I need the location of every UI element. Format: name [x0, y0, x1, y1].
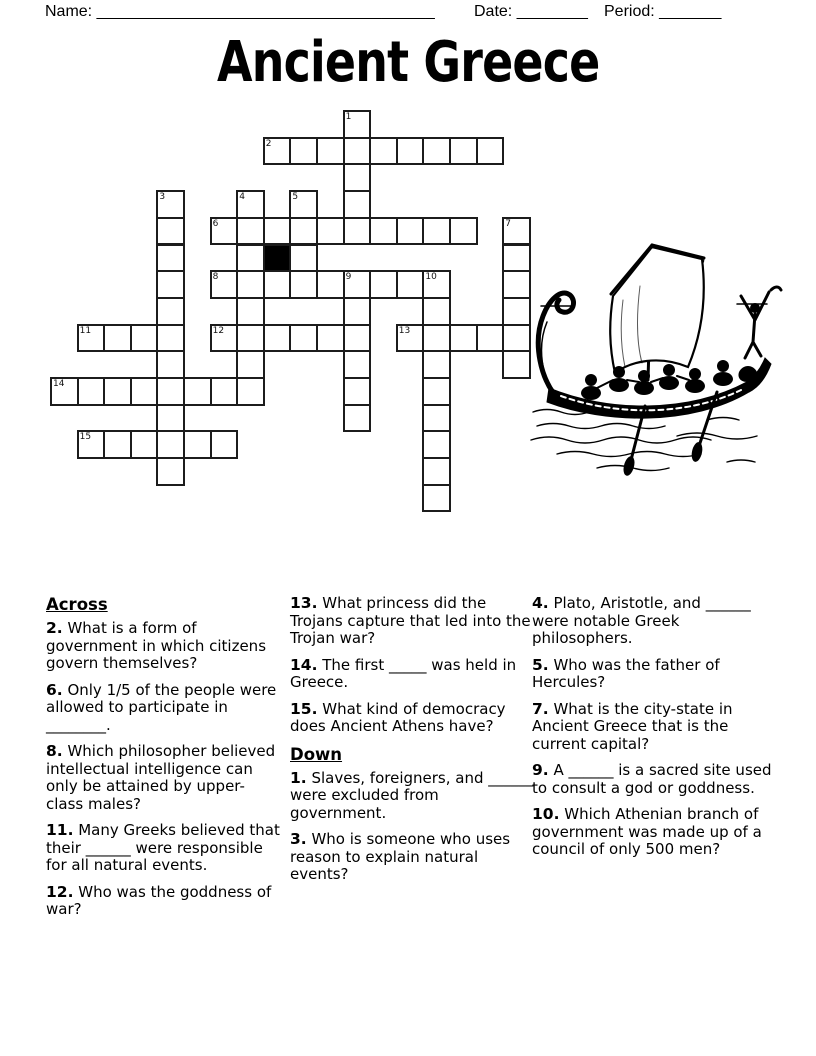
clue-text: What is a form of government in which citizens govern themselves?: [46, 619, 267, 672]
crossword-cell: [210, 377, 239, 406]
crossword-cell: [263, 137, 292, 166]
crossword-cell: [236, 297, 265, 326]
crossword-cell: [396, 270, 425, 299]
crossword-cell: [422, 484, 451, 513]
crossword-cell: [343, 350, 372, 379]
cell-number: 5: [292, 192, 299, 203]
crossword-cell: [422, 270, 451, 299]
crossword-cell: [343, 297, 372, 326]
crossword-cell: [103, 377, 132, 406]
clue-text: The first _____ was held in Greece.: [290, 655, 517, 691]
clue-9: [532, 762, 780, 797]
crossword-cell: [422, 137, 451, 166]
across-heading: Across: [46, 595, 108, 614]
crossword-cell: [156, 377, 185, 406]
crossword-cell: [130, 377, 159, 406]
crossword-cell: [156, 270, 185, 299]
clue-number: 9.: [532, 761, 549, 779]
clue-7: [532, 701, 780, 754]
crossword-cell: [476, 137, 505, 166]
crossword-cell: [396, 217, 425, 246]
clue-15: [290, 701, 534, 736]
clue-number: 11.: [46, 821, 74, 839]
crossword-cell: [289, 324, 318, 353]
date-blank-line: ________: [516, 3, 588, 20]
clue-10: [532, 806, 780, 859]
crossword-cell: [316, 217, 345, 246]
page-title: Ancient Greece: [216, 30, 600, 95]
clue-text: What princess did the Trojans capture that led into the Trojan war?: [290, 594, 531, 647]
clue-number: 13.: [290, 594, 318, 612]
crossword-cell: [236, 244, 265, 273]
clue-text: Plato, Aristotle, and ______ were notable Greek philosophers.: [532, 594, 751, 647]
crossword-cell: [210, 430, 239, 459]
date-label: Date:: [474, 3, 513, 20]
crossword-cell: [183, 377, 212, 406]
crossword-cell: [289, 217, 318, 246]
clue-number: 14.: [290, 655, 318, 674]
crossword-cell: [77, 430, 106, 459]
crossword-cell: [77, 324, 106, 353]
crossword-cell: [130, 324, 159, 353]
crossword-cell: [422, 430, 451, 459]
clue-1: [290, 770, 534, 823]
crossword-cell: [343, 163, 372, 192]
crossword-cell: [449, 137, 478, 166]
date-field: [474, 3, 588, 21]
clue-text: Which Athenian branch of government was made up of a council of only 500 men?: [532, 805, 762, 858]
name-label: Name:: [45, 3, 93, 20]
crossword-cell: [343, 324, 372, 353]
clue-text: Only 1/5 of the people were allowed to participate in ________.: [46, 680, 277, 734]
clue-number: 8.: [46, 742, 63, 760]
cell-number: 9: [345, 272, 352, 283]
crossword-cell: [156, 297, 185, 326]
cell-number: 4: [239, 192, 245, 203]
crossword-cell: [316, 137, 345, 166]
clues-column-1: [46, 595, 282, 928]
crossword-cell: [289, 137, 318, 166]
cell-number: 15: [79, 432, 92, 443]
clue-text: Many Greeks believed that their ______ were responsible for all natural events.: [46, 821, 280, 874]
crossword-cell: [236, 350, 265, 379]
crossword-cell: [422, 324, 451, 353]
crossword-cell: [103, 324, 132, 353]
crossword-cell: [316, 324, 345, 353]
crossword-cell: [156, 244, 185, 273]
crossword-cell: [210, 217, 239, 246]
clue-2: [46, 620, 282, 673]
clue-3: [290, 831, 534, 884]
clue-text: Slaves, foreigners, and ______ were excluded from government.: [290, 768, 534, 822]
cell-number: 10: [425, 272, 437, 283]
crossword-cell: [263, 217, 292, 246]
cell-number: 3: [159, 192, 166, 203]
period-field: [604, 3, 721, 21]
crossword-cell: [449, 324, 478, 353]
clues-column-3: [532, 595, 780, 868]
crossword-cell: [263, 270, 292, 299]
clue-12: [46, 884, 282, 919]
cell-number: 8: [212, 272, 219, 283]
crossword-cell: [289, 190, 318, 219]
clue-14: [290, 657, 534, 692]
crossword-cell: [236, 270, 265, 299]
clue-number: 6.: [46, 680, 63, 699]
cell-number: 2: [265, 138, 272, 149]
crossword-cell: [369, 270, 398, 299]
clue-text: What is the city-state in Ancient Greece that is the current capital?: [532, 699, 733, 753]
clue-text: Who was the father of Hercules?: [532, 655, 720, 691]
clue-number: 7.: [532, 699, 549, 718]
crossword-cell: [156, 430, 185, 459]
crossword-cell: [210, 324, 239, 353]
crossword-cell: [343, 217, 372, 246]
title-wrap: [0, 30, 816, 95]
crossword-cell: [236, 377, 265, 406]
crossword-cell: [343, 270, 372, 299]
greek-ship-illustration: [526, 230, 790, 478]
crossword-cell: [130, 430, 159, 459]
cell-number: 11: [79, 325, 92, 336]
clue-text: Who was the goddness of war?: [46, 882, 272, 918]
crossword-cell: [156, 217, 185, 246]
cell-number: 1: [345, 112, 352, 122]
name-field: [45, 3, 435, 21]
clue-text: Which philosopher believed intellectual intelligence can only be attained by upper-class males?: [46, 742, 276, 813]
cell-number: 13: [398, 325, 411, 336]
crossword-cell: [422, 457, 451, 486]
crossword-cell: [422, 350, 451, 379]
crossword-cell: [343, 137, 372, 166]
down-heading: Down: [290, 744, 343, 764]
clue-text: What kind of democracy does Ancient Athens have?: [290, 699, 506, 735]
clue-number: 2.: [46, 619, 63, 637]
clues-column-2: [290, 595, 534, 893]
period-blank-line: _______: [659, 3, 722, 20]
clue-text: A ______ is a sacred site used to consult a god or goddness.: [532, 761, 772, 797]
clue-number: 10.: [532, 805, 560, 823]
cell-number: 14: [53, 379, 65, 389]
crossword-cell: [263, 324, 292, 353]
crossword-cell: [289, 270, 318, 299]
clue-text: Who is someone who uses reason to explain natural events?: [290, 830, 511, 883]
crossword-cell: [316, 270, 345, 299]
clue-6: [46, 682, 282, 735]
clue-8: [46, 743, 282, 813]
cell-number: 7: [505, 218, 511, 229]
crossword-cell: [396, 324, 425, 353]
crossword-cell: [156, 457, 185, 486]
crossword-cell: [343, 404, 372, 433]
crossword-cell: [369, 217, 398, 246]
crossword-cell: [369, 137, 398, 166]
crossword-cell: [422, 377, 451, 406]
clue-5: [532, 657, 780, 692]
crossword-cell: [236, 190, 265, 219]
name-blank-line: ______________________________________: [96, 3, 435, 20]
crossword-cell: [449, 217, 478, 246]
cell-number: 12: [212, 325, 225, 336]
crossword-cell: [103, 430, 132, 459]
crossword-cell: [183, 430, 212, 459]
cell-number: 6: [212, 218, 219, 229]
crossword-cell: [156, 190, 185, 219]
clue-11: [46, 822, 282, 875]
crossword-cell: [289, 244, 318, 273]
clue-13: [290, 595, 534, 648]
crossword-cell: [77, 377, 106, 406]
crossword-black-cell: [263, 244, 292, 273]
crossword-cell: [343, 377, 372, 406]
crossword-cell: [422, 297, 451, 326]
crossword-cell: [156, 350, 185, 379]
clue-4: [532, 595, 780, 648]
crossword-cell: [236, 217, 265, 246]
crossword-cell: [156, 404, 185, 433]
clue-number: 3.: [290, 830, 307, 848]
crossword-cell: [476, 324, 505, 353]
crossword-cell: [422, 217, 451, 246]
crossword-cell: [236, 324, 265, 353]
crossword-cell: [396, 137, 425, 166]
clue-number: 5.: [532, 655, 549, 674]
crossword-cell: [343, 110, 372, 139]
clue-number: 15.: [290, 699, 318, 718]
clue-number: 12.: [46, 882, 74, 901]
clue-number: 1.: [290, 768, 307, 787]
period-label: Period:: [604, 3, 655, 20]
crossword-cell: [422, 404, 451, 433]
crossword-cell: [50, 377, 79, 406]
clue-number: 4.: [532, 594, 549, 612]
crossword-cell: [156, 324, 185, 353]
crossword-cell: [210, 270, 239, 299]
crossword-cell: [343, 190, 372, 219]
